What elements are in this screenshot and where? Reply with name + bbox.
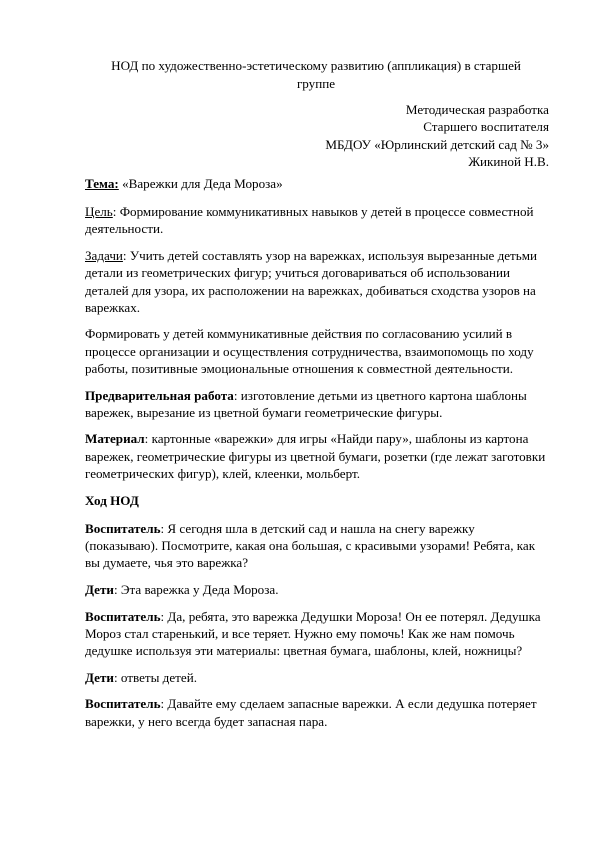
topic-label: Тема: [85,176,119,191]
material-text: : картонные «варежки» для игры «Найди пару», шаблоны из картона варежек, геометрические фигуры из цветной бумаги, розетки (где лежат заготовки геометрических фигур), клей, клеенки, мольберт. [85,431,546,481]
dialogue-paragraph [85,581,549,598]
prework-paragraph [85,387,549,421]
dialogue-paragraph [85,695,549,729]
topic-paragraph [85,175,549,192]
document-body [85,175,549,739]
topic-text: «Варежки для Деда Мороза» [118,176,283,191]
author-line: Старшего воспитателя [423,119,549,135]
dialogue-text: : Давайте ему сделаем запасные варежки. А если дедушка потеряет варежки, у него всегда будет запасная пара. [85,696,537,729]
speaker-label: Воспитатель [85,608,161,624]
dialogue-text: : ответы детей. [113,669,197,685]
goal-paragraph [85,203,549,237]
document-title: НОД по художественно-эстетическому развитию (аппликация) в старшей группе [111,58,521,91]
prework-text: : изготовление детьми из цветного картона шаблоны варежек, вырезание из цветной бумаги геометрические фигуры. [85,387,527,420]
author-line: Методическая разработка [405,102,549,117]
material-label: Материал [85,431,145,447]
tasks-paragraph [85,247,549,316]
speaker-label: Дети [85,669,114,685]
dialogue-paragraph [85,520,549,572]
dialogue-text: : Эта варежка у Деда Мороза. [113,581,279,597]
goal-text: : Формирование коммуникативных навыков у детей в процессе совместной деятельности. [85,204,534,237]
speaker-label: Воспитатель [85,520,161,536]
goal-label: Цель [85,204,113,220]
course-heading: Ход НОД [85,492,139,508]
material-paragraph [85,430,549,482]
author-line: МБДОУ «Юрлинский детский сад № 3» [325,136,549,152]
dialogue-text: : Да, ребята, это варежка Дедушки Мороза! Он ее потерял. Дедушка Мороз стал старенький, и все теряет. Нужно ему помочь! Как же нам помочь дедушке используя эти материалы: цветная бумага, шаблоны, клей, ножницы? [85,608,541,658]
dialogue-paragraph [85,608,549,660]
author-line: Жикиной Н.В. [468,153,549,169]
author-block [249,101,549,170]
tasks-text: : Учить детей составлять узор на варежках, используя вырезанные детьми детали из геометрических фигур; учиться договариваться об использовании деталей для узора, их расположении на варежках, добиваться сходства узоров на варежках. [85,248,538,315]
dialogue-paragraph [85,669,549,686]
tasks-label: Задачи [85,248,123,264]
tasks-extra-paragraph: Формировать у детей коммуникативные действия по согласованию усилий в процессе организации и осуществления сотрудничества, взаимопомощь по ходу работы, позитивные эмоциональные отношения к совместной деятельности. [85,326,534,376]
speaker-label: Воспитатель [85,696,161,712]
dialogue-text: : Я сегодня шла в детский сад и нашла на снегу варежку (показываю). Посмотрите, какая она большая, с красивыми узорами! Ребята, как вы думаете, чья это варежка? [85,520,536,571]
speaker-label: Дети [85,581,114,597]
prework-label: Предварительная работа [85,387,234,403]
